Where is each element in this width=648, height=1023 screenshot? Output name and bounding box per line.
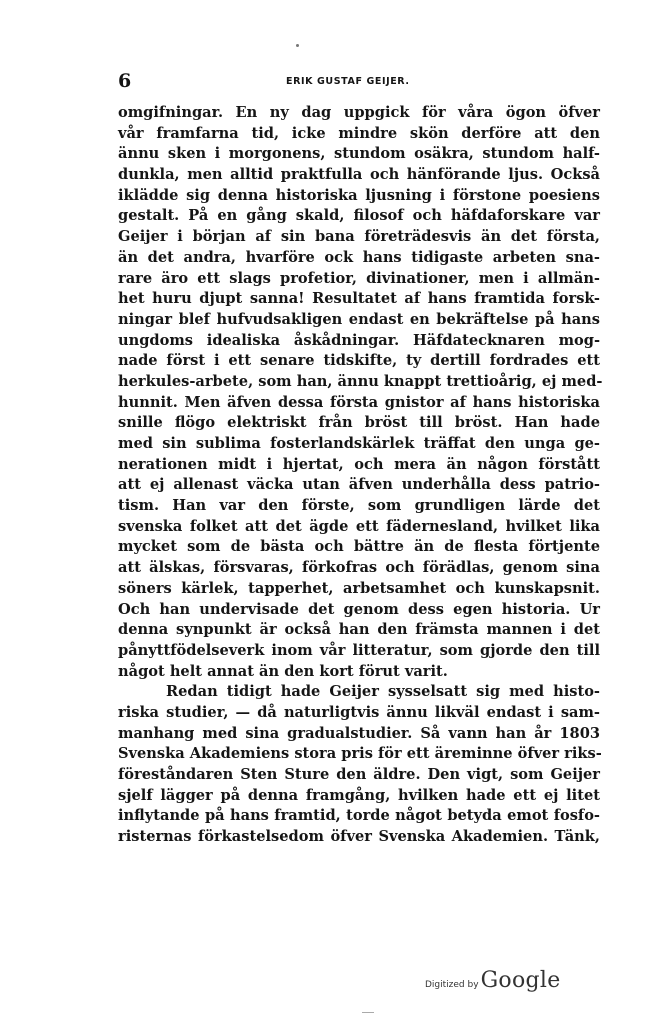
print-speck <box>296 44 299 47</box>
text-line: manhang med sina gradualstudier. Så vann han år 1803 <box>118 724 600 742</box>
text-line: att älskas, försvaras, förkofras och förädlas, genom sina <box>118 559 600 577</box>
text-line: inflytande på hans framtid, torde något betyda emot fosfo- <box>118 807 600 825</box>
body-text <box>118 103 603 848</box>
text-line: riska studier, — då naturligtvis ännu likväl endast i sam- <box>118 703 600 721</box>
text-line: ungdoms idealiska åskådningar. Häfdatecknaren mog- <box>118 331 600 349</box>
text-line: snille flögo elektriskt från bröst till bröst. Han hade <box>118 414 600 432</box>
print-mark <box>362 1012 374 1013</box>
text-line: svenska folket att det ägde ett fädernesland, hvilket lika <box>118 517 600 535</box>
digitized-by-watermark <box>425 968 561 993</box>
text-line: dunkla, men alltid praktfulla och hänförande ljus. Också <box>118 166 600 184</box>
text-line: söners kärlek, tapperhet, arbetsamhet och kunskapsnit. <box>118 579 600 597</box>
running-head: ERIK GUSTAF GEIJER. <box>286 76 410 87</box>
text-line: iklädde sig denna historiska ljusning i förstone poesiens <box>118 186 600 204</box>
text-line: vår framfarna tid, icke mindre skön derföre att den <box>118 124 600 142</box>
paragraph-start-line: Redan tidigt hade Geijer sysselsatt sig med histo- <box>166 683 600 701</box>
text-line: Svenska Akademiens stora pris för ett äreminne öfver riks- <box>118 745 602 763</box>
text-line: tism. Han var den förste, som grundligen lärde det <box>118 497 600 515</box>
text-line: nerationen midt i hjertat, och mera än någon förstått <box>118 455 600 473</box>
text-line: med sin sublima fosterlandskärlek träffat den unga ge- <box>118 435 600 452</box>
text-line: rare äro ett slags profetior, divinationer, men i allmän- <box>118 269 600 287</box>
text-line: ningar blef hufvudsakligen endast en bekräftelse på hans <box>118 310 600 328</box>
text-line: hunnit. Men äfven dessa första gnistor af hans historiska <box>118 393 600 411</box>
text-line: föreståndaren Sten Sture den äldre. Den vigt, som Geijer <box>118 766 600 783</box>
text-line: risternas förkastelsedom öfver Svenska Akademien. Tänk, <box>118 828 600 846</box>
text-line: sjelf lägger på denna framgång, hvilken hade ett ej litet <box>118 786 600 804</box>
text-line: Geijer i början af sin bana företrädesvis än det första, <box>118 228 600 246</box>
text-line: gestalt. På en gång skald, filosof och häfdaforskare var <box>118 207 600 225</box>
text-line: mycket som de bästa och bättre än de flesta förtjente <box>118 538 600 556</box>
text-line: Och han undervisade det genom dess egen historia. Ur <box>118 600 600 618</box>
paragraph-end-line: något helt annat än den kort förut varit. <box>118 662 448 680</box>
google-logo: Google <box>480 968 561 993</box>
text-line: än det andra, hvarföre ock hans tidigaste arbeten sna- <box>118 248 600 266</box>
text-line: herkules-arbete, som han, ännu knappt trettioårig, ej med- <box>118 372 603 390</box>
text-line: nade först i ett senare tidskifte, ty dertill fordrades ett <box>118 352 600 370</box>
text-line: att ej allenast väcka utan äfven underhålla dess patrio- <box>118 476 600 494</box>
page-header <box>118 70 600 96</box>
text-line: pånyttfödelseverk inom vår litteratur, som gjorde den till <box>118 641 600 659</box>
digitized-by-label: Digitized by <box>425 980 479 990</box>
text-line: ännu sken i morgonens, stundom osäkra, stundom half- <box>118 145 600 163</box>
page-number: 6 <box>118 70 132 92</box>
text-line: omgifningar. En ny dag uppgick för våra ögon öfver <box>118 104 600 121</box>
text-line: denna synpunkt är också han den främsta mannen i det <box>118 621 600 639</box>
text-line: het huru djupt sanna! Resultatet af hans framtida forsk- <box>118 290 600 308</box>
